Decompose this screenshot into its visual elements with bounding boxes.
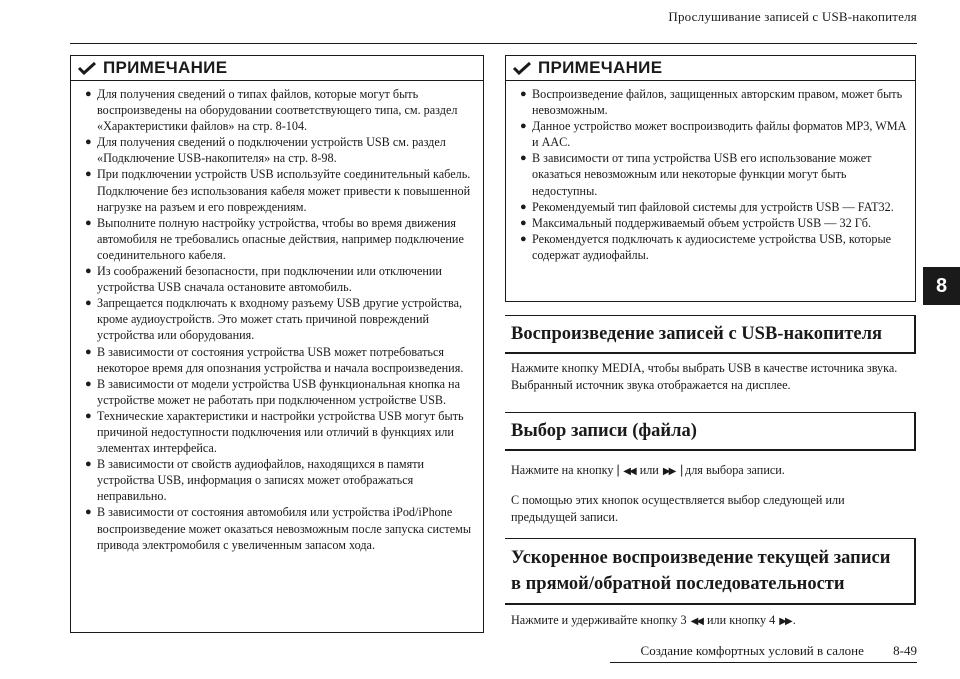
note-title: ПРИМЕЧАНИЕ bbox=[538, 58, 663, 77]
note-item: ● В зависимости от состояния автомобиля или устройства iPod/iPhone воспроизведение может оказаться невозможным после запуска системы привода электромобиля с увеличенным запасом хода. bbox=[85, 504, 477, 552]
note-list bbox=[71, 81, 483, 553]
text-fragment: или bbox=[639, 463, 659, 477]
note-item: ● В зависимости от свойств аудиофайлов, находящихся в памяти устройства USB, информация о записях может отображаться неправильно. bbox=[85, 456, 477, 504]
section-heading-line: Ускоренное воспроизведение текущей записи bbox=[511, 548, 891, 568]
text-fragment: . bbox=[792, 613, 796, 627]
pencil-note-icon bbox=[77, 61, 97, 75]
section-heading-select-track: Выбор записи (файла) bbox=[505, 412, 916, 451]
note-item: ● Рекомендуемый тип файловой системы для устройств USB — FAT32. bbox=[520, 199, 909, 215]
note-item: ● Выполните полную настройку устройства, чтобы во время движения автомобиля не требовались опасные действия, например подключение соединительного кабеля. bbox=[85, 215, 477, 263]
section-heading-usb-playback: Воспроизведение записей с USB-накопителя bbox=[505, 315, 916, 354]
note-item: ● Для получения сведений о подключении устройств USB см. раздел «Подключение USB-накопителя» на стр. 8-98. bbox=[85, 134, 477, 166]
note-item: ● Данное устройство может воспроизводить файлы форматов MP3, WMA и AAC. bbox=[520, 118, 909, 150]
note-item: ● При подключении устройств USB используйте соединительный кабель. Подключение без использования кабеля может привести к повышенной нагрузке на разъем и его повреждениям. bbox=[85, 166, 477, 214]
note-box-left bbox=[70, 55, 484, 633]
header-rule bbox=[70, 43, 917, 44]
note-item: ● В зависимости от модели устройства USB функциональная кнопка на устройстве может не работать при подключенном устройстве USB. bbox=[85, 376, 477, 408]
note-item: ● Из соображений безопасности, при подключении или отключении устройства USB сначала остановите автомобиль. bbox=[85, 263, 477, 295]
section-heading-seek bbox=[505, 538, 916, 605]
rewind-icon: ◀◀ bbox=[690, 616, 702, 627]
paragraph-select-track-note: С помощью этих кнопок осуществляется выбор следующей или предыдущей записи. bbox=[511, 493, 845, 524]
note-item: ● Запрещается подключать к входному разъему USB другие устройства, кроме аудиоустройств. Это может стать причиной повреждений устройства или оборудования. bbox=[85, 295, 477, 343]
footer-rule bbox=[610, 662, 917, 663]
text-fragment: или кнопку 4 bbox=[707, 613, 776, 627]
note-item: ● Технические характеристики и настройки устройства USB могут быть причиной недоступности подключения или отличий в функциях или элементах интерфейса. bbox=[85, 408, 477, 456]
text-fragment: Нажмите и удерживайте кнопку 3 bbox=[511, 613, 687, 627]
note-item: ● Для получения сведений о типах файлов, которые могут быть воспроизведены на оборудовании соответствующего типа, см. раздел «Характеристики файлов» на стр. 8-104. bbox=[85, 86, 477, 134]
pencil-note-icon bbox=[512, 61, 532, 75]
chapter-tab: 8 bbox=[923, 267, 960, 305]
skip-next-icon: ▶▶▕ bbox=[662, 466, 680, 477]
footer-title: Создание комфортных условий в салоне bbox=[640, 643, 864, 658]
note-item: ● Рекомендуется подключать к аудиосистеме устройства USB, которые содержат аудиофайлы. bbox=[520, 231, 909, 263]
text-fragment: для выбора записи. bbox=[685, 463, 785, 477]
page-number: 8-49 bbox=[893, 643, 917, 658]
note-box-right bbox=[505, 55, 916, 302]
note-title: ПРИМЕЧАНИЕ bbox=[103, 58, 228, 77]
running-header: Прослушивание записей с USB-накопителя bbox=[668, 9, 917, 24]
note-item: ● В зависимости от состояния устройства USB может потребоваться некоторое время для опознания устройства и начала воспроизведения. bbox=[85, 344, 477, 376]
note-item: ● Воспроизведение файлов, защищенных авторским правом, может быть невозможным. bbox=[520, 86, 909, 118]
paragraph-seek bbox=[511, 612, 911, 630]
note-header bbox=[506, 56, 915, 81]
skip-previous-icon: ▏◀◀ bbox=[617, 466, 635, 477]
running-footer bbox=[641, 643, 917, 659]
note-item: ● Максимальный поддерживаемый объем устройств USB — 32 Гб. bbox=[520, 215, 909, 231]
note-header bbox=[71, 56, 483, 81]
note-item: ● В зависимости от типа устройства USB его использование может оказаться невозможным или некоторые функции могут быть недоступны. bbox=[520, 150, 909, 198]
note-list bbox=[506, 81, 915, 263]
fast-forward-icon: ▶▶ bbox=[779, 616, 791, 627]
paragraph-select-track bbox=[511, 462, 911, 480]
paragraph-usb-playback: Нажмите кнопку MEDIA, чтобы выбрать USB в качестве источника звука. Выбранный источник звука отображается на дисплее. bbox=[511, 361, 898, 392]
text-fragment: Нажмите на кнопку bbox=[511, 463, 614, 477]
section-heading-line: в прямой/обратной последовательности bbox=[511, 574, 845, 594]
